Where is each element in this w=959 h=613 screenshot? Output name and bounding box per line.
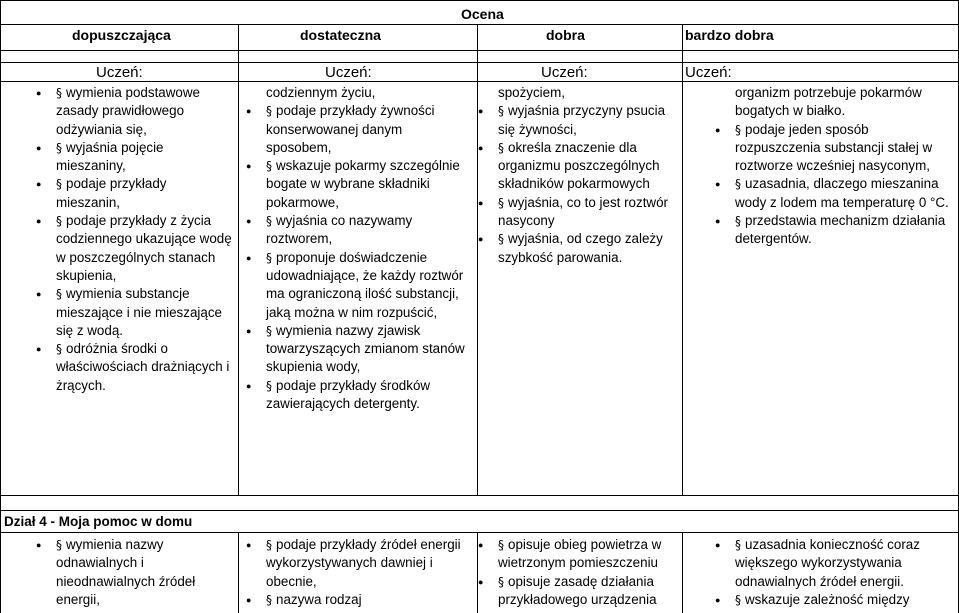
content-row-bottom: [0, 495, 959, 496]
section-sign-icon: §: [498, 574, 504, 589]
list-item: ● § opisuje zasadę działania przykładowego urządzenia: [478, 573, 657, 607]
uczen-label: Uczeń:: [541, 64, 588, 81]
bullet-icon: ●: [715, 124, 721, 135]
section-sign-icon: §: [266, 323, 272, 338]
bullet-icon: ●: [478, 234, 484, 245]
list-item: ● § opisuje obieg powietrza w wietrzonym pomieszczeniu: [478, 537, 662, 571]
bullet-icon: ●: [478, 142, 484, 153]
section-sign-icon: §: [56, 342, 62, 357]
section-row-top: [0, 510, 959, 511]
section-sign-icon: §: [735, 214, 741, 229]
list-item: ● § podaje przykłady z życia codziennego ukazujące wodę w poszczególnych stanach skupienia,: [36, 213, 232, 283]
section-list-col3: [478, 536, 678, 609]
bullet-icon: ●: [246, 594, 252, 605]
bullet-icon: ●: [246, 161, 252, 172]
col-divider-2: [477, 24, 478, 495]
requirements-list-col3: [478, 84, 678, 267]
list-item: ● § podaje przykłady żywności konserwowanej danym sposobem,: [246, 103, 435, 155]
col-divider-3b: [682, 532, 683, 613]
list-item: ● § wyjaśnia, od czego zależy szybkość parowania.: [478, 231, 663, 265]
list-item: ● § wymienia podstawowe zasady prawidłowego odżywiania się,: [36, 85, 200, 137]
bullet-icon: ●: [36, 142, 42, 153]
list-item: ● § nazywa rodzaj: [266, 591, 474, 609]
section-list-col2: [246, 536, 474, 609]
section-sign-icon: §: [735, 592, 741, 607]
ocena-header: Ocena: [461, 6, 504, 22]
section-sign-icon: §: [498, 232, 504, 247]
bullet-icon: ●: [36, 289, 42, 300]
section-sign-icon: §: [56, 140, 62, 155]
list-item: ● § odróżnia środki o właściwościach drażniących i żrących.: [36, 341, 230, 393]
requirements-list-col2: [246, 84, 471, 413]
section-sign-icon: §: [266, 378, 272, 393]
section-title: Dział 4 - Moja pomoc w domu: [4, 514, 193, 529]
list-item: ● § przedstawia mechanizm działania detergentów.: [715, 213, 946, 247]
bullet-icon: ●: [246, 106, 252, 117]
list-item: ● § podaje przykłady źródeł energii wykorzystywanych dawniej i obecnie,: [246, 537, 461, 589]
section-sign-icon: §: [56, 177, 62, 192]
list-item: ● § wymienia nazwy zjawisk towarzyszących zmianom stanów skupienia wody,: [246, 322, 465, 375]
requirements-list-col4: [715, 84, 954, 249]
list-item: ● § uzasadnia, dlaczego mieszanina wody z lodem ma temperaturę 0 °C.: [715, 176, 949, 210]
section-sign-icon: §: [266, 250, 272, 265]
list-item: ● § określa znaczenie dla organizmu poszczególnych składników pokarmowych: [478, 139, 660, 192]
grade-bardzo-dobra: bardzo dobra: [685, 27, 774, 43]
section-sign-icon: §: [735, 538, 741, 552]
list-item: ● § podaje przykłady środków zawierających detergenty.: [246, 377, 431, 412]
bullet-icon: ●: [36, 216, 42, 227]
requirements-list-col1: [36, 84, 234, 395]
bullet-icon: ●: [36, 179, 42, 190]
bullet-icon: ●: [246, 380, 252, 391]
section-sign-icon: §: [266, 592, 272, 607]
list-item: ● § wyjaśnia przyczyny psucia się żywności,: [478, 103, 666, 137]
section-sign-icon: §: [498, 140, 504, 155]
section-sign-icon: §: [56, 214, 62, 229]
list-item: ● § podaje przykłady mieszanin,: [36, 176, 167, 210]
bullet-icon: ●: [246, 216, 252, 227]
bullet-icon: ●: [478, 576, 484, 587]
section-sign-icon: §: [498, 104, 504, 119]
header-row-divider: [0, 50, 959, 51]
bullet-icon: ●: [478, 106, 484, 117]
bullet-icon: ●: [36, 540, 42, 550]
list-item: ● § podaje jeden sposób rozpuszczenia substancji stałej w roztworze wcześniej nasyconym,: [715, 121, 933, 174]
bullet-icon: ●: [715, 540, 721, 550]
list-item: ● § wyjaśnia co nazywamy roztworem,: [246, 213, 413, 247]
list-item: ● § wskazuje pokarmy szczególnie bogate w wybrane składniki pokarmowe,: [246, 158, 460, 210]
bullet-icon: ●: [246, 540, 252, 550]
section-sign-icon: §: [498, 195, 504, 210]
grade-dostateczna: dostateczna: [300, 27, 381, 43]
list-item-continuation: codziennym życiu,: [266, 85, 376, 100]
bullet-icon: ●: [715, 216, 721, 227]
bullet-icon: ●: [715, 179, 721, 190]
uczen-row-top: [0, 62, 959, 63]
list-item-continuation: spożyciem,: [498, 85, 565, 100]
section-sign-icon: §: [735, 177, 741, 192]
bullet-icon: ●: [36, 344, 42, 355]
list-item: ● § wyjaśnia, co to jest roztwór nasycony: [478, 194, 669, 229]
section-list-col4: [715, 536, 954, 609]
section-sign-icon: §: [266, 538, 272, 552]
list-item: ● § uzasadnia konieczność coraz większego wykorzystywania odnawialnych źródeł energii.: [715, 537, 920, 589]
section-list-col1: [36, 536, 234, 609]
section-sign-icon: §: [56, 287, 62, 302]
section-sign-icon: §: [266, 104, 272, 119]
grade-header-top: [0, 24, 959, 25]
section-row-bottom: [0, 532, 959, 533]
table-border-top: [0, 0, 959, 1]
section-sign-icon: §: [266, 159, 272, 174]
list-item: ● § proponuje doświadczenie udowadniające, że każdy roztwór ma ograniczoną ilość substancji, jaką można w nim rozpuścić,: [246, 249, 464, 320]
section-sign-icon: §: [735, 122, 741, 137]
col-divider-1: [238, 24, 239, 495]
grade-dopuszczajaca: dopuszczająca: [72, 27, 171, 43]
bullet-icon: ●: [478, 197, 484, 208]
section-sign-icon: §: [56, 538, 62, 552]
list-item: ● § wymienia nazwy odnawialnych i nieodnawialnych źródeł energii,: [36, 537, 196, 607]
col-divider-1b: [238, 532, 239, 613]
bullet-icon: ●: [36, 88, 42, 98]
uczen-label: Uczeń:: [96, 64, 143, 81]
content-row-top: [0, 81, 959, 82]
uczen-label: Uczeń:: [325, 64, 372, 81]
grade-dobra: dobra: [546, 27, 585, 43]
section-sign-icon: §: [266, 214, 272, 229]
col-divider-3: [682, 24, 683, 495]
section-sign-icon: §: [498, 538, 504, 552]
list-item: ● § wskazuje zależność między: [735, 591, 954, 609]
bullet-icon: ●: [246, 325, 252, 336]
list-item-continuation: organizm potrzebuje pokarmów bogatych w białko.: [735, 85, 922, 119]
bullet-icon: ●: [715, 594, 721, 605]
uczen-label: Uczeń:: [685, 64, 732, 81]
section-sign-icon: §: [56, 86, 62, 100]
list-item: ● § wyjaśnia pojęcie mieszaniny,: [36, 139, 164, 174]
border-left: [0, 0, 1, 613]
bullet-icon: ●: [478, 540, 484, 550]
bullet-icon: ●: [246, 252, 252, 263]
list-item: ● § wymienia substancje mieszające i nie mieszające się z wodą.: [36, 286, 222, 338]
